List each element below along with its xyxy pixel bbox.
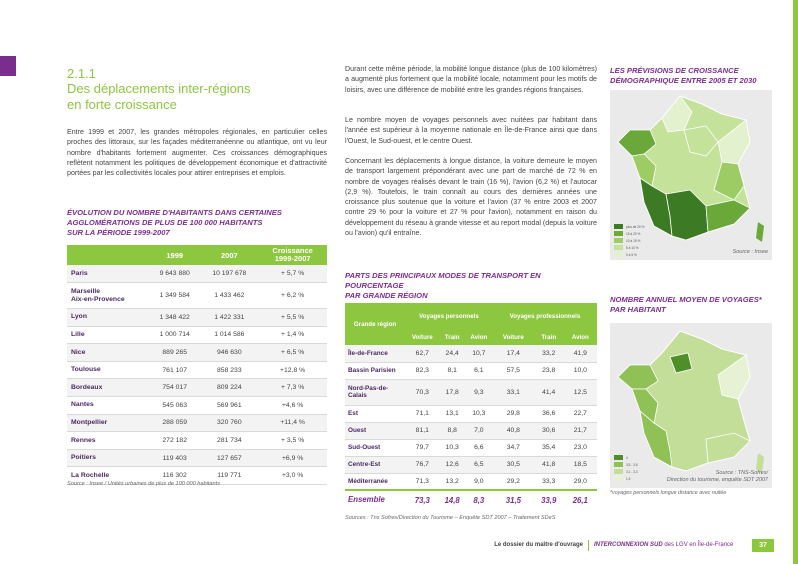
corsica-shape [756, 222, 764, 242]
pop-1999: 761 107 [149, 361, 200, 379]
header-mode: Avion [564, 329, 597, 345]
cell: 10,7 [465, 345, 493, 362]
transport-table-caption [345, 271, 597, 301]
legend-label: 15 à 20 % [626, 231, 641, 236]
cell: 57,5 [493, 362, 534, 379]
cell: 9,0 [465, 473, 493, 490]
legend-label: 3,1 - 3,3 [626, 469, 638, 474]
region-name-line2: Calais [348, 392, 367, 399]
cell: 33,3 [534, 473, 564, 490]
legend-swatch [614, 252, 623, 257]
table-row [67, 432, 327, 450]
header-growth-line1: Croissance [272, 246, 313, 255]
caption-line: PAR GRANDE RÉGION [345, 291, 428, 300]
cell: 6,5 [465, 456, 493, 473]
cell: 6,1 [465, 362, 493, 379]
cell: 41,9 [564, 345, 597, 362]
pop-2007: 320 760 [200, 414, 258, 432]
cell: 12,5 [564, 379, 597, 405]
caption-line: SUR LA PÉRIODE 1999-2007 [67, 228, 170, 237]
trips-map-source [660, 470, 768, 484]
mobility-paragraph: Durant cette même période, la mobilité longue distance (plus de 100 kilomètres) a augmenté plus fortement que la mobilité locale, notamment pour les motifs de loisirs, avec une différence de mobilité entre les grandes régions françaises. [345, 65, 597, 94]
pop-2007: 1 433 462 [200, 283, 258, 309]
cell: 12,6 [440, 456, 465, 473]
header-growth [258, 245, 327, 265]
city-name: Montpellier [67, 414, 149, 432]
header-mode: Voiture [493, 329, 534, 345]
footer-project [594, 542, 733, 548]
pop-growth: + 1,4 % [258, 326, 327, 344]
cell: 71,3 [405, 473, 440, 490]
city-name-line2: Aix-en-Provence [71, 295, 125, 303]
pop-2007: 946 630 [200, 344, 258, 362]
source-line: Source : TNS-Sofres/ [715, 470, 768, 476]
caption-line: DÉMOGRAPHIQUE ENTRE 2005 ET 2030 [610, 76, 757, 85]
pop-growth: + 6,2 % [258, 283, 327, 309]
caption-line: LES PRÉVISIONS DE CROISSANCE [610, 66, 739, 75]
header-growth-line2: 1999-2007 [274, 254, 311, 263]
city-name [67, 283, 149, 309]
pop-2007: 10 197 678 [200, 265, 258, 283]
pop-1999: 1 348 422 [149, 309, 200, 327]
header-2007: 2007 [200, 245, 258, 265]
table-row [67, 265, 327, 283]
pop-1999: 1 000 714 [149, 326, 200, 344]
table-row [67, 379, 327, 397]
header-region: Grande région [345, 303, 405, 345]
table-row [345, 405, 597, 422]
legend-swatch [614, 224, 623, 229]
source-line: Direction du tourisme, enquête SDT 2007 [666, 477, 768, 483]
forecast-legend [614, 223, 644, 258]
transport-source: Sources : Tns Sofres/Direction du Tourisme – Enquête SDT 2007 – Traitement SDeS [345, 515, 556, 521]
cell: 30,5 [493, 456, 534, 473]
cell: 62,7 [405, 345, 440, 362]
header-1999: 1999 [149, 245, 200, 265]
region-shape [706, 200, 750, 232]
table-row [67, 344, 327, 362]
table-row [67, 414, 327, 432]
city-name: Nantes [67, 397, 149, 415]
footer-separator [588, 540, 589, 551]
cell: 30,6 [534, 422, 564, 439]
region-name-line1: Nord-Pas-de- [348, 384, 389, 392]
header-professional: Voyages professionnels [493, 303, 597, 329]
total-cell: 14,8 [440, 490, 465, 509]
cell: 8,8 [440, 422, 465, 439]
cell: 34,7 [493, 439, 534, 456]
pop-growth: + 6,5 % [258, 344, 327, 362]
legend-item [614, 237, 644, 244]
cell: 23,8 [534, 362, 564, 379]
cell: 79,7 [405, 439, 440, 456]
cell: 23,0 [564, 439, 597, 456]
legend-label: 10 à 15 % [626, 238, 641, 243]
cell: 13,1 [440, 405, 465, 422]
pop-1999: 545 063 [149, 397, 200, 415]
table-row [345, 422, 597, 439]
header-mode: Voiture [405, 329, 440, 345]
city-name-line1: Marseille [71, 287, 101, 295]
pop-growth: +12,8 % [258, 361, 327, 379]
table-row [345, 439, 597, 456]
legend-item [614, 244, 644, 251]
legend-label: 0 à 5 % [626, 252, 637, 257]
pop-growth: +4,6 % [258, 397, 327, 415]
cell: 7,0 [465, 422, 493, 439]
modes-paragraph: Concernant les déplacements à longue distance, la voiture demeure le moyen de transport largement prépondérant avec une part de marché de 72 % en nombre de voyages réalisés devant le train (16 %), l'avion (6,2 %) et l'autocar (2,9 %). Toutefois, le train connaît au cours des dernières années une croissance plus soutenue que la voiture et l'avion (37 % entre 2003 et 2007 contre 29 % pour la voiture et 27 % pour l'avion), notamment en raison du développement du réseau à grande vitesse et au report modal (depuis la voiture ou l'avion) qu'il entraîne. [345, 157, 597, 238]
footer-dossier: Le dossier du maître d'ouvrage [494, 542, 583, 548]
pop-1999: 119 403 [149, 449, 200, 467]
table-row [67, 449, 327, 467]
pop-2007: 1 422 331 [200, 309, 258, 327]
cell: 82,3 [405, 362, 440, 379]
pop-2007: 858 233 [200, 361, 258, 379]
city-name: Bordeaux [67, 379, 149, 397]
table-row [67, 397, 327, 415]
section-number: 2.1.1 [67, 66, 96, 81]
cell: 21,7 [564, 422, 597, 439]
pop-growth: + 5,5 % [258, 309, 327, 327]
legend-item [614, 468, 638, 475]
pop-1999: 272 182 [149, 432, 200, 450]
pop-growth: + 5,7 % [258, 265, 327, 283]
legend-swatch [614, 476, 623, 481]
cell: 81,1 [405, 422, 440, 439]
city-name: Toulouse [67, 361, 149, 379]
population-table [67, 245, 327, 485]
cell: 33,2 [534, 345, 564, 362]
population-source: Source : Insee / Unités urbaines de plus de 100 000 habitants [67, 481, 220, 487]
population-table-caption [67, 208, 327, 238]
page-number: 37 [752, 539, 774, 552]
city-name: Nice [67, 344, 149, 362]
cell: 10,3 [465, 405, 493, 422]
table-header-row [345, 303, 597, 329]
cell: 33,1 [493, 379, 534, 405]
pop-2007: 809 224 [200, 379, 258, 397]
header-city [67, 245, 149, 265]
caption-line: PAR HABITANT [610, 305, 666, 314]
cell: 40,8 [493, 422, 534, 439]
header-mode: Train [534, 329, 564, 345]
pop-growth: +3,0 % [258, 467, 327, 485]
legend-item [614, 230, 644, 237]
forecast-map-source: Source : Insee [732, 249, 768, 255]
pop-1999: 9 643 880 [149, 265, 200, 283]
transport-table [345, 303, 597, 509]
pop-2007: 569 961 [200, 397, 258, 415]
table-total-row [345, 490, 597, 509]
table-row [345, 345, 597, 362]
city-name: Rennes [67, 432, 149, 450]
table-row [67, 326, 327, 344]
total-cell: 33,9 [534, 490, 564, 509]
region-name: Est [345, 405, 405, 422]
page-footer [0, 536, 798, 556]
cell: 41,8 [534, 456, 564, 473]
cell: 13,2 [440, 473, 465, 490]
table-row [67, 361, 327, 379]
table-header-row [67, 245, 327, 265]
city-name: Lyon [67, 309, 149, 327]
total-cell: 8,3 [465, 490, 493, 509]
pop-1999: 1 349 584 [149, 283, 200, 309]
pop-2007: 1 014 586 [200, 326, 258, 344]
caption-line: NOMBRE ANNUEL MOYEN DE VOYAGES* [610, 295, 762, 304]
caption-line: PARTS DES PRINCIPAUX MODES DE TRANSPORT EN POURCENTAGE [345, 271, 541, 290]
cell: 36,6 [534, 405, 564, 422]
city-name: La Rochelle [67, 467, 149, 485]
table-row [345, 456, 597, 473]
city-name: Paris [67, 265, 149, 283]
pop-growth: + 3,5 % [258, 432, 327, 450]
pop-1999: 288 059 [149, 414, 200, 432]
legend-item [614, 454, 638, 461]
region-name: Île-de-France [345, 345, 405, 362]
pop-2007: 281 734 [200, 432, 258, 450]
cell: 29,0 [564, 473, 597, 490]
region-name [345, 379, 405, 405]
pop-growth: +11,4 % [258, 414, 327, 432]
region-name: Centre-Est [345, 456, 405, 473]
table-row [345, 379, 597, 405]
trips-map-caption [610, 295, 780, 315]
footer-project-bold: INTERCONNEXION SUD [594, 542, 663, 548]
trips-footnote: *voyages personnels longue distance avec nuitée [610, 490, 727, 496]
caption-line: ÉVOLUTION DU NOMBRE D'HABITANTS DANS CERTAINES [67, 208, 282, 217]
intro-paragraph: Entre 1999 et 2007, les grandes métropoles régionales, en particulier celles proches des littoraux, sur les façades méditerranéenne ou atlantique, ont vu leur nombre d'habitants fortement augmenter. Ces croissances démographiques reflètent notamment les politiques de développement économique et d'attractivité portées par les collectivités locales pour attirer entreprises et emplois. [67, 128, 327, 178]
city-name: Poitiers [67, 449, 149, 467]
trips-paragraph: Le nombre moyen de voyages personnels avec nuitées par habitant dans l'année est supérieur à la moyenne nationale en Île-de-France ainsi que dans l'Ouest, le Sud-ouest, et le centre Ouest. [345, 116, 597, 145]
cell: 41,4 [534, 379, 564, 405]
legend-item [614, 461, 638, 468]
header-mode: Train [440, 329, 465, 345]
pop-growth: + 7,3 % [258, 379, 327, 397]
legend-item [614, 223, 644, 230]
legend-swatch [614, 469, 623, 474]
forecast-map-caption [610, 66, 780, 86]
cell: 10,3 [440, 439, 465, 456]
legend-label: 5 à 10 % [626, 245, 639, 250]
trips-legend [614, 454, 638, 482]
cell: 70,3 [405, 379, 440, 405]
cell: 35,4 [534, 439, 564, 456]
total-label: Ensemble [345, 490, 405, 509]
table-row [67, 309, 327, 327]
region-name: Bassin Parisien [345, 362, 405, 379]
region-name: Sud-Ouest [345, 439, 405, 456]
header-personal: Voyages personnels [405, 303, 493, 329]
table-row [345, 362, 597, 379]
cell: 10,0 [564, 362, 597, 379]
cell: 6,6 [465, 439, 493, 456]
cell: 71,1 [405, 405, 440, 422]
section-title [67, 81, 297, 113]
region-name: Ouest [345, 422, 405, 439]
cell: 29,2 [493, 473, 534, 490]
right-edge-rule [793, 0, 798, 564]
cell: 29,8 [493, 405, 534, 422]
region-shape [618, 365, 658, 389]
pop-1999: 754 017 [149, 379, 200, 397]
legend-label: plus de 20 % [626, 224, 645, 229]
total-cell: 31,5 [493, 490, 534, 509]
pop-1999: 116 302 [149, 467, 200, 485]
total-cell: 26,1 [564, 490, 597, 509]
legend-swatch [614, 455, 623, 460]
legend-label: 4 [626, 455, 628, 460]
legend-item [614, 475, 638, 482]
caption-line: AGGLOMÉRATIONS DE PLUS DE 100 000 HABITANTS [67, 218, 263, 227]
section-title-line: Des déplacements inter-régions [67, 81, 251, 96]
cell: 17,4 [493, 345, 534, 362]
cell: 22,7 [564, 405, 597, 422]
table-row [345, 473, 597, 490]
city-name: Lille [67, 326, 149, 344]
total-cell: 73,3 [405, 490, 440, 509]
pop-1999: 889 265 [149, 344, 200, 362]
cell: 24,4 [440, 345, 465, 362]
header-mode: Avion [465, 329, 493, 345]
footer-project-rest: des LGV en Île-de-France [664, 542, 734, 548]
cell: 8,1 [440, 362, 465, 379]
legend-swatch [614, 245, 623, 250]
cell: 9,3 [465, 379, 493, 405]
region-shape [706, 433, 750, 463]
table-row [67, 283, 327, 309]
legend-label: 3,5 - 3,6 [626, 462, 638, 467]
legend-label: 1,5 [626, 476, 631, 481]
pop-2007: 127 657 [200, 449, 258, 467]
section-title-line: en forte croissance [67, 97, 177, 112]
legend-swatch [614, 462, 623, 467]
legend-item [614, 251, 644, 258]
legend-swatch [614, 238, 623, 243]
cell: 17,8 [440, 379, 465, 405]
legend-swatch [614, 231, 623, 236]
cell: 76,7 [405, 456, 440, 473]
pop-2007: 119 771 [200, 467, 258, 485]
region-name: Méditerranée [345, 473, 405, 490]
pop-growth: +6,9 % [258, 449, 327, 467]
cell: 18,5 [564, 456, 597, 473]
section-tab-marker [0, 56, 16, 76]
